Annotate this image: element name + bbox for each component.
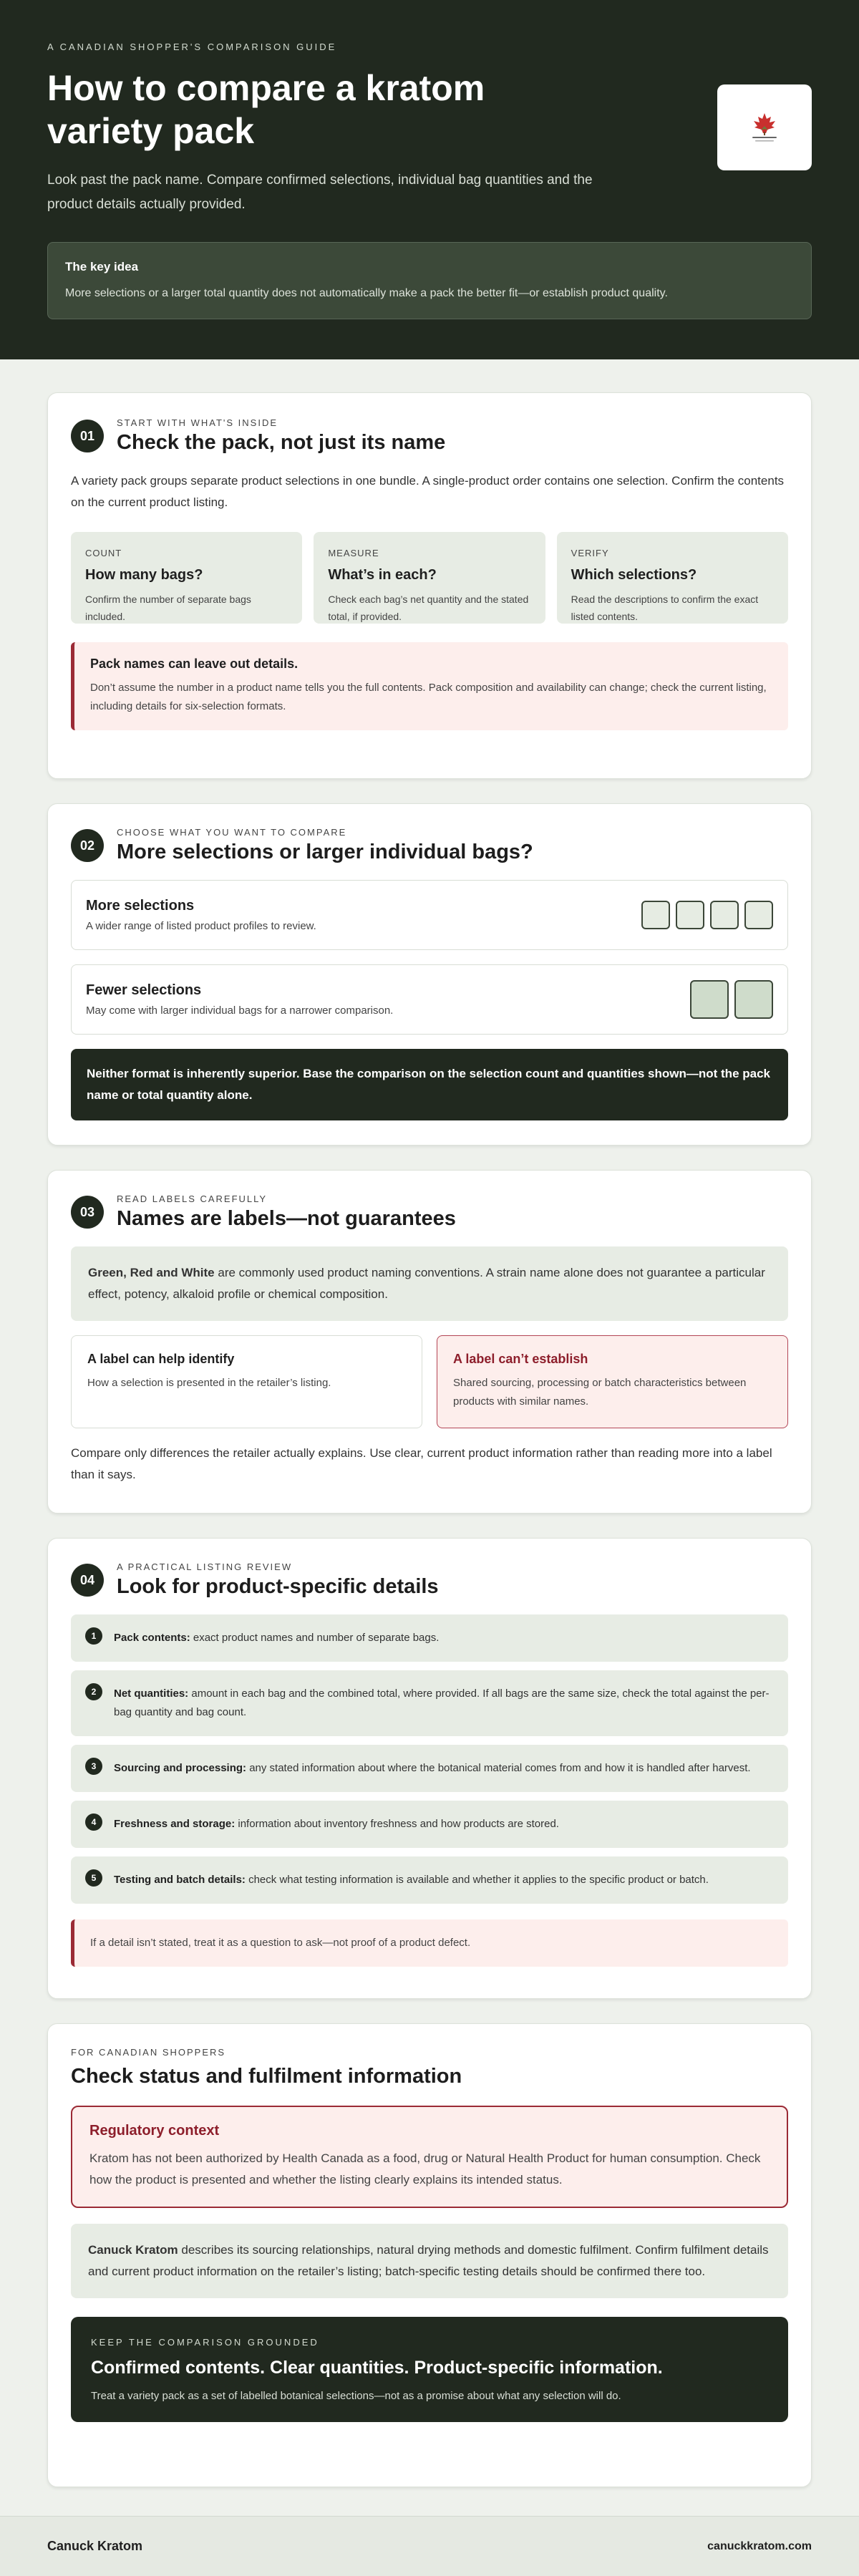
can-title: A label can help identify (87, 1352, 235, 1366)
item-number: 5 (85, 1869, 102, 1887)
item-label: Sourcing and processing: (114, 1762, 247, 1774)
item-detail: information about inventory freshness and how products are stored. (235, 1818, 559, 1830)
summary-title: Confirmed contents. Clear quantities. Product-specific information. (91, 2358, 663, 2378)
measure-box (314, 532, 545, 624)
cannot-title: A label can’t establish (453, 1352, 588, 1366)
item-text (114, 1871, 709, 1889)
section-title: Names are labels—not guarantees (117, 1207, 456, 1230)
section-intro: A variety pack groups separate product selections in one bundle. A single-product order contains one selection. Confirm the contents on the current product listing. (71, 474, 785, 509)
footer-brand[interactable]: Canuck Kratom (47, 2539, 143, 2553)
missing-detail-note (71, 1919, 788, 1967)
labels-closing: Compare only differences the retailer actually explains. Use clear, current product information rather than reading more into a label than it says. (71, 1446, 772, 1481)
item-text (114, 1815, 559, 1834)
section-eyebrow: FOR CANADIAN SHOPPERS (71, 2047, 226, 2058)
small-bags-illustration (641, 901, 773, 929)
hero-section (0, 0, 859, 359)
section-title: Look for product-specific details (117, 1575, 439, 1598)
section-check-pack (47, 392, 812, 779)
item-text (114, 1685, 774, 1722)
section-labels (47, 1170, 812, 1514)
brand-text: describes its sourcing relationships, natural drying methods and domestic fulfilment. Confirm fulfilment details and current product information on the retailer’s listing; batch-specific testing details should be confirmed there too. (88, 2243, 769, 2278)
bag-icon (641, 901, 670, 929)
section-eyebrow: CHOOSE WHAT YOU WANT TO COMPARE (117, 827, 347, 838)
bag-icon (744, 901, 773, 929)
verify-box (557, 532, 788, 624)
large-bags-illustration (690, 980, 773, 1019)
box-title: What’s in each? (328, 567, 437, 583)
bag-icon (734, 980, 773, 1019)
brand-info-box (71, 2224, 788, 2298)
review-checklist (71, 1614, 788, 1904)
format-note: Neither format is inherently superior. Base the comparison on the selection count and quantities shown—not the pack name or total quantity alone. (71, 1049, 788, 1120)
label-comparison (71, 1335, 788, 1428)
item-text (114, 1629, 439, 1647)
option-title: More selections (86, 898, 195, 914)
grounded-summary (71, 2317, 788, 2422)
label-cannot-box (437, 1335, 788, 1428)
check-boxes (71, 532, 788, 624)
key-idea-title: The key idea (65, 260, 139, 273)
option-text: A wider range of listed product profiles to review. (86, 920, 316, 932)
item-text (114, 1759, 751, 1778)
item-detail: exact product names and number of separate bags. (190, 1632, 440, 1644)
section-eyebrow: READ LABELS CAREFULLY (117, 1193, 268, 1204)
hero-subtitle: Look past the pack name. Compare confirmed selections, individual bag quantities and the product details actually provided. (47, 173, 593, 212)
regulatory-context-box (71, 2106, 788, 2208)
option-title: Fewer selections (86, 982, 202, 998)
box-title: Which selections? (571, 567, 697, 583)
summary-eyebrow: KEEP THE COMPARISON GROUNDED (91, 2337, 319, 2348)
box-text: Read the descriptions to confirm the exact listed contents. (571, 594, 759, 622)
list-item (71, 1614, 788, 1662)
hero-eyebrow: A CANADIAN SHOPPER'S COMPARISON GUIDE (47, 42, 337, 52)
list-item (71, 1745, 788, 1792)
item-label: Net quantities: (114, 1688, 189, 1700)
section-canadian (47, 2023, 812, 2487)
regulatory-title: Regulatory context (89, 2123, 220, 2139)
box-eyebrow: COUNT (85, 548, 122, 558)
box-eyebrow: MEASURE (328, 548, 379, 558)
summary-text: Treat a variety pack as a set of labelled botanical selections—not as a promise about what any selection will do. (91, 2390, 621, 2402)
box-eyebrow: VERIFY (571, 548, 609, 558)
key-idea-text: More selections or a larger total quantity does not automatically make a pack the better fit—or establish product quality. (65, 287, 668, 299)
warning-title: Pack names can leave out details. (90, 657, 299, 671)
section-eyebrow: A PRACTICAL LISTING REVIEW (117, 1561, 293, 1572)
section-number: 03 (71, 1196, 104, 1229)
option-more-selections (71, 880, 788, 950)
bag-icon (710, 901, 739, 929)
section-number: 04 (71, 1564, 104, 1597)
callout-text: are commonly used product naming conventions. A strain name alone does not guarantee a particular effect, potency, alkaloid profile or chemical composition. (88, 1266, 765, 1301)
list-item (71, 1801, 788, 1848)
section-title: Check the pack, not just its name (117, 431, 446, 454)
item-detail: any stated information about where the botanical material comes from and how it is handled after harvest. (246, 1762, 751, 1774)
item-label: Pack contents: (114, 1632, 190, 1644)
naming-callout (71, 1246, 788, 1321)
item-number: 3 (85, 1758, 102, 1775)
section-title: Check status and fulfilment information (71, 2065, 462, 2088)
label-can-box (71, 1335, 422, 1428)
list-item (71, 1856, 788, 1904)
bag-icon (690, 980, 729, 1019)
box-text: Confirm the number of separate bags included. (85, 594, 251, 622)
item-label: Freshness and storage: (114, 1818, 236, 1830)
page-footer (0, 2516, 859, 2576)
footer-url-link[interactable]: canuckkratom.com (707, 2539, 812, 2552)
brand-name: Canuck Kratom (88, 2243, 178, 2257)
cannot-text: Shared sourcing, processing or batch characteristics between products with similar names. (453, 1377, 747, 1408)
maple-leaf-icon (739, 112, 790, 143)
key-idea-box (47, 242, 812, 319)
pack-name-warning (71, 642, 788, 730)
warning-text: Don’t assume the number in a product name tells you the full contents. Pack composition and availability can change; check the current listing, including details for six-selection formats. (90, 682, 767, 712)
section-title: More selections or larger individual bags? (117, 841, 533, 863)
item-detail: amount in each bag and the combined total, where provided. If all bags are the same size, check the total against the per-bag quantity and bag count. (114, 1688, 770, 1718)
main-content (0, 359, 859, 2487)
option-fewer-selections (71, 964, 788, 1035)
option-text: May come with larger individual bags for a narrower comparison. (86, 1004, 394, 1017)
can-text: How a selection is presented in the retailer’s listing. (87, 1377, 331, 1389)
bag-icon (676, 901, 704, 929)
list-item (71, 1670, 788, 1736)
section-eyebrow: START WITH WHAT'S INSIDE (117, 417, 278, 428)
callout-emphasis: Green, Red and White (88, 1266, 215, 1279)
count-box (71, 532, 302, 624)
item-number: 4 (85, 1814, 102, 1831)
box-title: How many bags? (85, 567, 203, 583)
item-detail: check what testing information is available and whether it applies to the specific product or batch. (245, 1874, 709, 1886)
regulatory-text: Kratom has not been authorized by Health Canada as a food, drug or Natural Health Product for human consumption. Check how the product is presented and whether the listing clearly explains its intended status. (89, 2151, 761, 2187)
brand-logo[interactable] (717, 84, 812, 170)
section-selections (47, 803, 812, 1146)
box-text: Check each bag’s net quantity and the stated total, if provided. (328, 594, 529, 622)
item-number: 1 (85, 1627, 102, 1645)
section-number: 02 (71, 829, 104, 862)
item-label: Testing and batch details: (114, 1874, 246, 1886)
note-text: If a detail isn’t stated, treat it as a question to ask—not proof of a product defect. (90, 1937, 471, 1949)
section-listing-review (47, 1538, 812, 1999)
page-title: How to compare a kratom variety pack (47, 68, 485, 151)
item-number: 2 (85, 1683, 102, 1700)
section-number: 01 (71, 420, 104, 452)
